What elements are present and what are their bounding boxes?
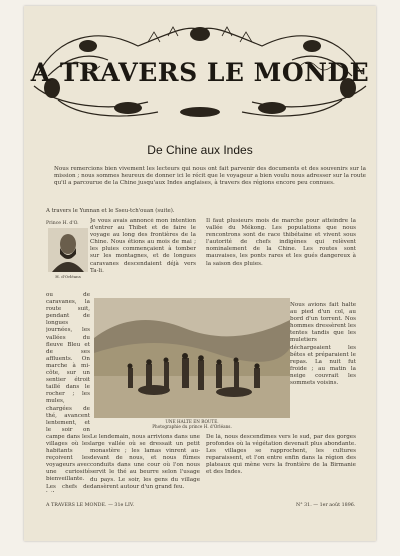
portrait-credit: H. d'Orléans <box>55 274 81 279</box>
column-text-6: De là, nous descendîmes vers le sud, par des gorges profondes où la végétation devenait plus abondante. Les villages se rapprochent, les cultures reparaissent, et l'on entre enfin dans la région des plateaux qui mène vers la frontière de la Birmanie et des Indes. <box>206 434 356 476</box>
portrait-drawing <box>48 228 88 272</box>
intro-paragraph: Nous remercions bien vivement les lecteurs qui nous ont fait parvenir des documents et des souvenirs sur la mission ; nous sommes heureux de donner ici le récit que le voyageur a bien voulu nous adresser sur la route qu'il a parcourue de la Chine jusqu'aux Indes anglaises, à travers des régions encore peu connues. <box>54 166 366 187</box>
section-subtitle: A travers le Yunnan et le Sseu-tch'ouan (suite). <box>46 208 175 214</box>
masthead-title: A TRAVERS LE MONDE <box>30 58 370 87</box>
photo-caption <box>94 419 290 429</box>
author-portrait <box>48 228 88 272</box>
column-text-4: Nous avions fait halte au pied d'un col, au bord d'un torrent. Nos hommes dressèrent les tentes tandis que les muletiers déchargeaient les bêtes et préparaient le repas. La nuit fut froide ; au matin la neige couvrait les sommets voisins. <box>290 302 356 387</box>
photo-caption-credit: Photographie du prince H. d'Orléans. <box>152 424 232 430</box>
column-text-1: Je vous avais annoncé mon intention d'entrer au Thibet et de faire le voyage au long des frontières de la Chine. Nous étions au mois de mai ; les pluies commençaient à tomber sur les montagnes, et de longues caravanes descendaient déjà vers Ta-li. <box>90 218 196 274</box>
article-title: De Chine aux Indes <box>147 143 253 157</box>
magazine-page <box>24 6 376 541</box>
portrait-label: Prince H. d'O. <box>46 221 79 226</box>
column-text-5: Le lendemain, nous arrivions dans une large vallée où se dressait un petit monastère ; les lamas vinrent au-devant de nous, et nous fûmes conduits dans une cour où l'on nous servit le thé au beurre selon l'usage du pays. Le soir, les gens du village dansèrent autour d'un grand feu. <box>90 434 200 490</box>
column-text-2: ou de caravanes, la route suit, pendant de longues journées, les vallées du fleuve Bleu et de ses affluents. On marche à mi-côte, sur un sentier étroit taillé dans le rocher ; les mules, chargées de thé, avancent lentement, et le soir on campe dans les villages où les habitants reçoivent les voyageurs avec une curiosité bienveillante. Les chefs de <box>46 292 90 490</box>
footer-number: N° 31. — 1er août 1896. <box>296 503 356 508</box>
column-text-3: Il faut plusieurs mois de marche pour atteindre la vallée du Mékong. Les populations que nous rencontrons sont de race thibétaine et vivent sous l'autorité de chefs indigènes qui relèvent nominalement de la Chine. Les routes sont mauvaises, les ponts rares et les gués dangereux à la saison des pluies. <box>206 218 356 267</box>
masthead-banner <box>28 16 372 126</box>
footer-issue: A TRAVERS LE MONDE. — 31e LIV. <box>46 503 135 508</box>
halt-photograph <box>94 298 290 418</box>
photo-illustration <box>94 298 290 418</box>
photo-caption-title: UNE HALTE EN ROUTE. <box>165 419 219 424</box>
